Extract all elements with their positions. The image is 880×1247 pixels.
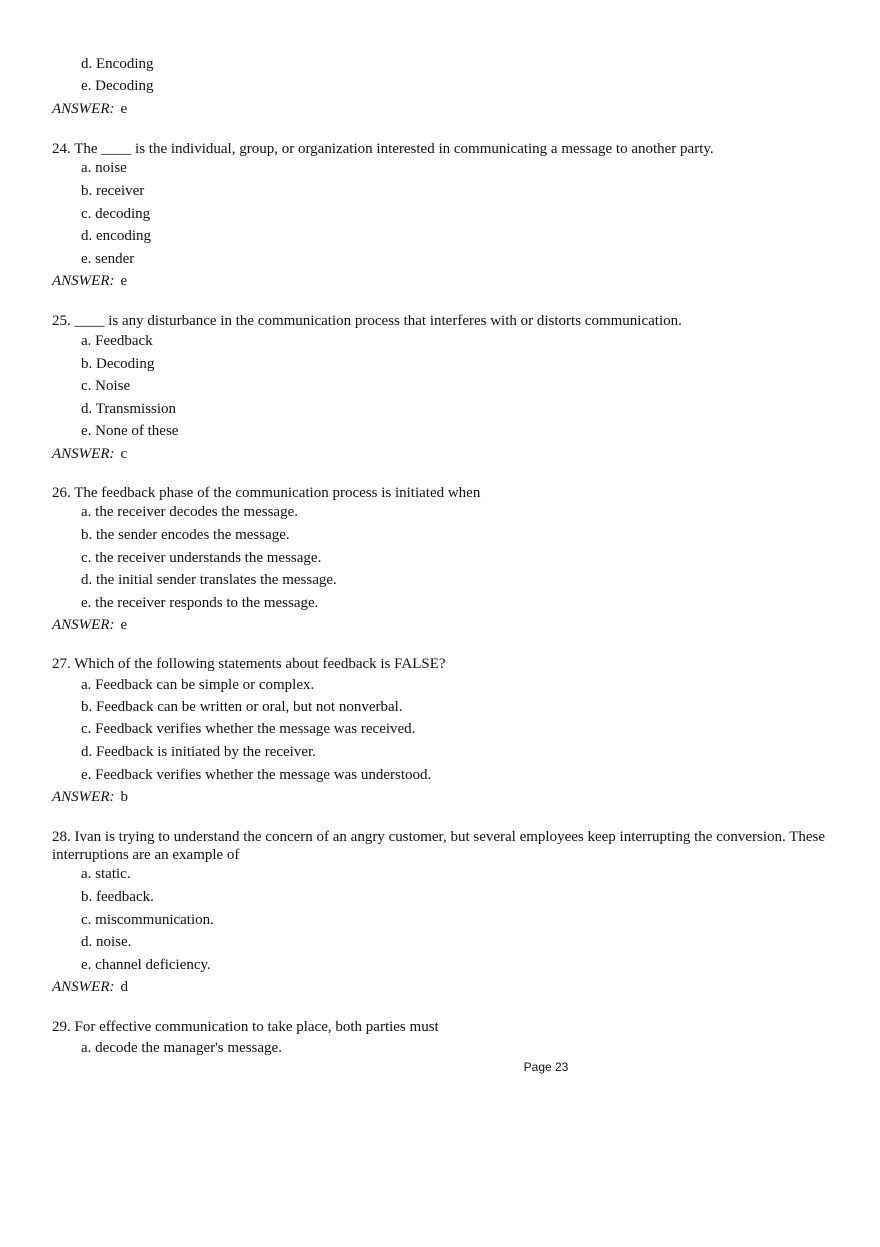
q24-option-e: e. sender	[81, 251, 135, 267]
question-24: 24. The ____ is the individual, group, or organization interested in communicating a message to another party.	[52, 141, 714, 157]
question-29: 29. For effective communication to take place, both parties must	[52, 1019, 439, 1035]
q26-option-a: a. the receiver decodes the message.	[81, 504, 298, 520]
answer-24	[52, 272, 127, 290]
q26-option-c: c. the receiver understands the message.	[81, 550, 322, 566]
q28-option-b: b. feedback.	[81, 889, 154, 905]
q25-option-a: a. Feedback	[81, 333, 153, 349]
answer-value: b	[120, 789, 128, 805]
question-27: 27. Which of the following statements about feedback is FALSE?	[52, 656, 446, 672]
answer-value: e	[120, 273, 128, 289]
q25-option-c: c. Noise	[81, 378, 131, 394]
answer-carryover	[52, 100, 127, 118]
answer-label: ANSWER:	[52, 617, 115, 633]
answer-value: e	[120, 101, 128, 117]
q26-option-e: e. the receiver responds to the message.	[81, 595, 319, 611]
answer-value: d	[120, 979, 128, 995]
q27-option-d: d. Feedback is initiated by the receiver.	[81, 744, 316, 760]
question-25: 25. ____ is any disturbance in the communication process that interferes with or distorts communication.	[52, 313, 682, 329]
answer-value: e	[120, 617, 128, 633]
answer-27	[52, 788, 128, 806]
q27-option-b: b. Feedback can be written or oral, but not nonverbal.	[81, 699, 403, 715]
answer-26	[52, 616, 127, 634]
answer-25	[52, 445, 127, 463]
option-carryover-d: d. Encoding	[81, 56, 154, 72]
page-number: Page 23	[523, 1060, 569, 1074]
q28-option-c: c. miscommunication.	[81, 912, 214, 928]
answer-28	[52, 978, 128, 996]
q28-option-e: e. channel deficiency.	[81, 957, 211, 973]
answer-label: ANSWER:	[52, 979, 115, 995]
q29-option-a: a. decode the manager's message.	[81, 1040, 282, 1056]
answer-label: ANSWER:	[52, 446, 115, 462]
q27-option-c: c. Feedback verifies whether the message was received.	[81, 721, 416, 737]
q24-option-a: a. noise	[81, 160, 127, 176]
answer-label: ANSWER:	[52, 101, 115, 117]
answer-value: c	[120, 446, 128, 462]
q27-option-a: a. Feedback can be simple or complex.	[81, 677, 315, 693]
answer-label: ANSWER:	[52, 273, 115, 289]
q26-option-d: d. the initial sender translates the message.	[81, 572, 337, 588]
q26-option-b: b. the sender encodes the message.	[81, 527, 290, 543]
q25-option-e: e. None of these	[81, 423, 179, 439]
q28-option-d: d. noise.	[81, 934, 132, 950]
q24-option-d: d. encoding	[81, 228, 151, 244]
q28-option-a: a. static.	[81, 866, 131, 882]
question-26: 26. The feedback phase of the communication process is initiated when	[52, 485, 481, 501]
q25-option-d: d. Transmission	[81, 401, 177, 417]
q24-option-c: c. decoding	[81, 206, 151, 222]
option-carryover-e: e. Decoding	[81, 78, 154, 94]
question-28: 28. Ivan is trying to understand the concern of an angry customer, but several employees keep interrupting the conversion. These interruptions are an example of	[52, 829, 826, 863]
answer-label: ANSWER:	[52, 789, 115, 805]
q27-option-e: e. Feedback verifies whether the message was understood.	[81, 767, 432, 783]
q25-option-b: b. Decoding	[81, 356, 155, 372]
q24-option-b: b. receiver	[81, 183, 145, 199]
